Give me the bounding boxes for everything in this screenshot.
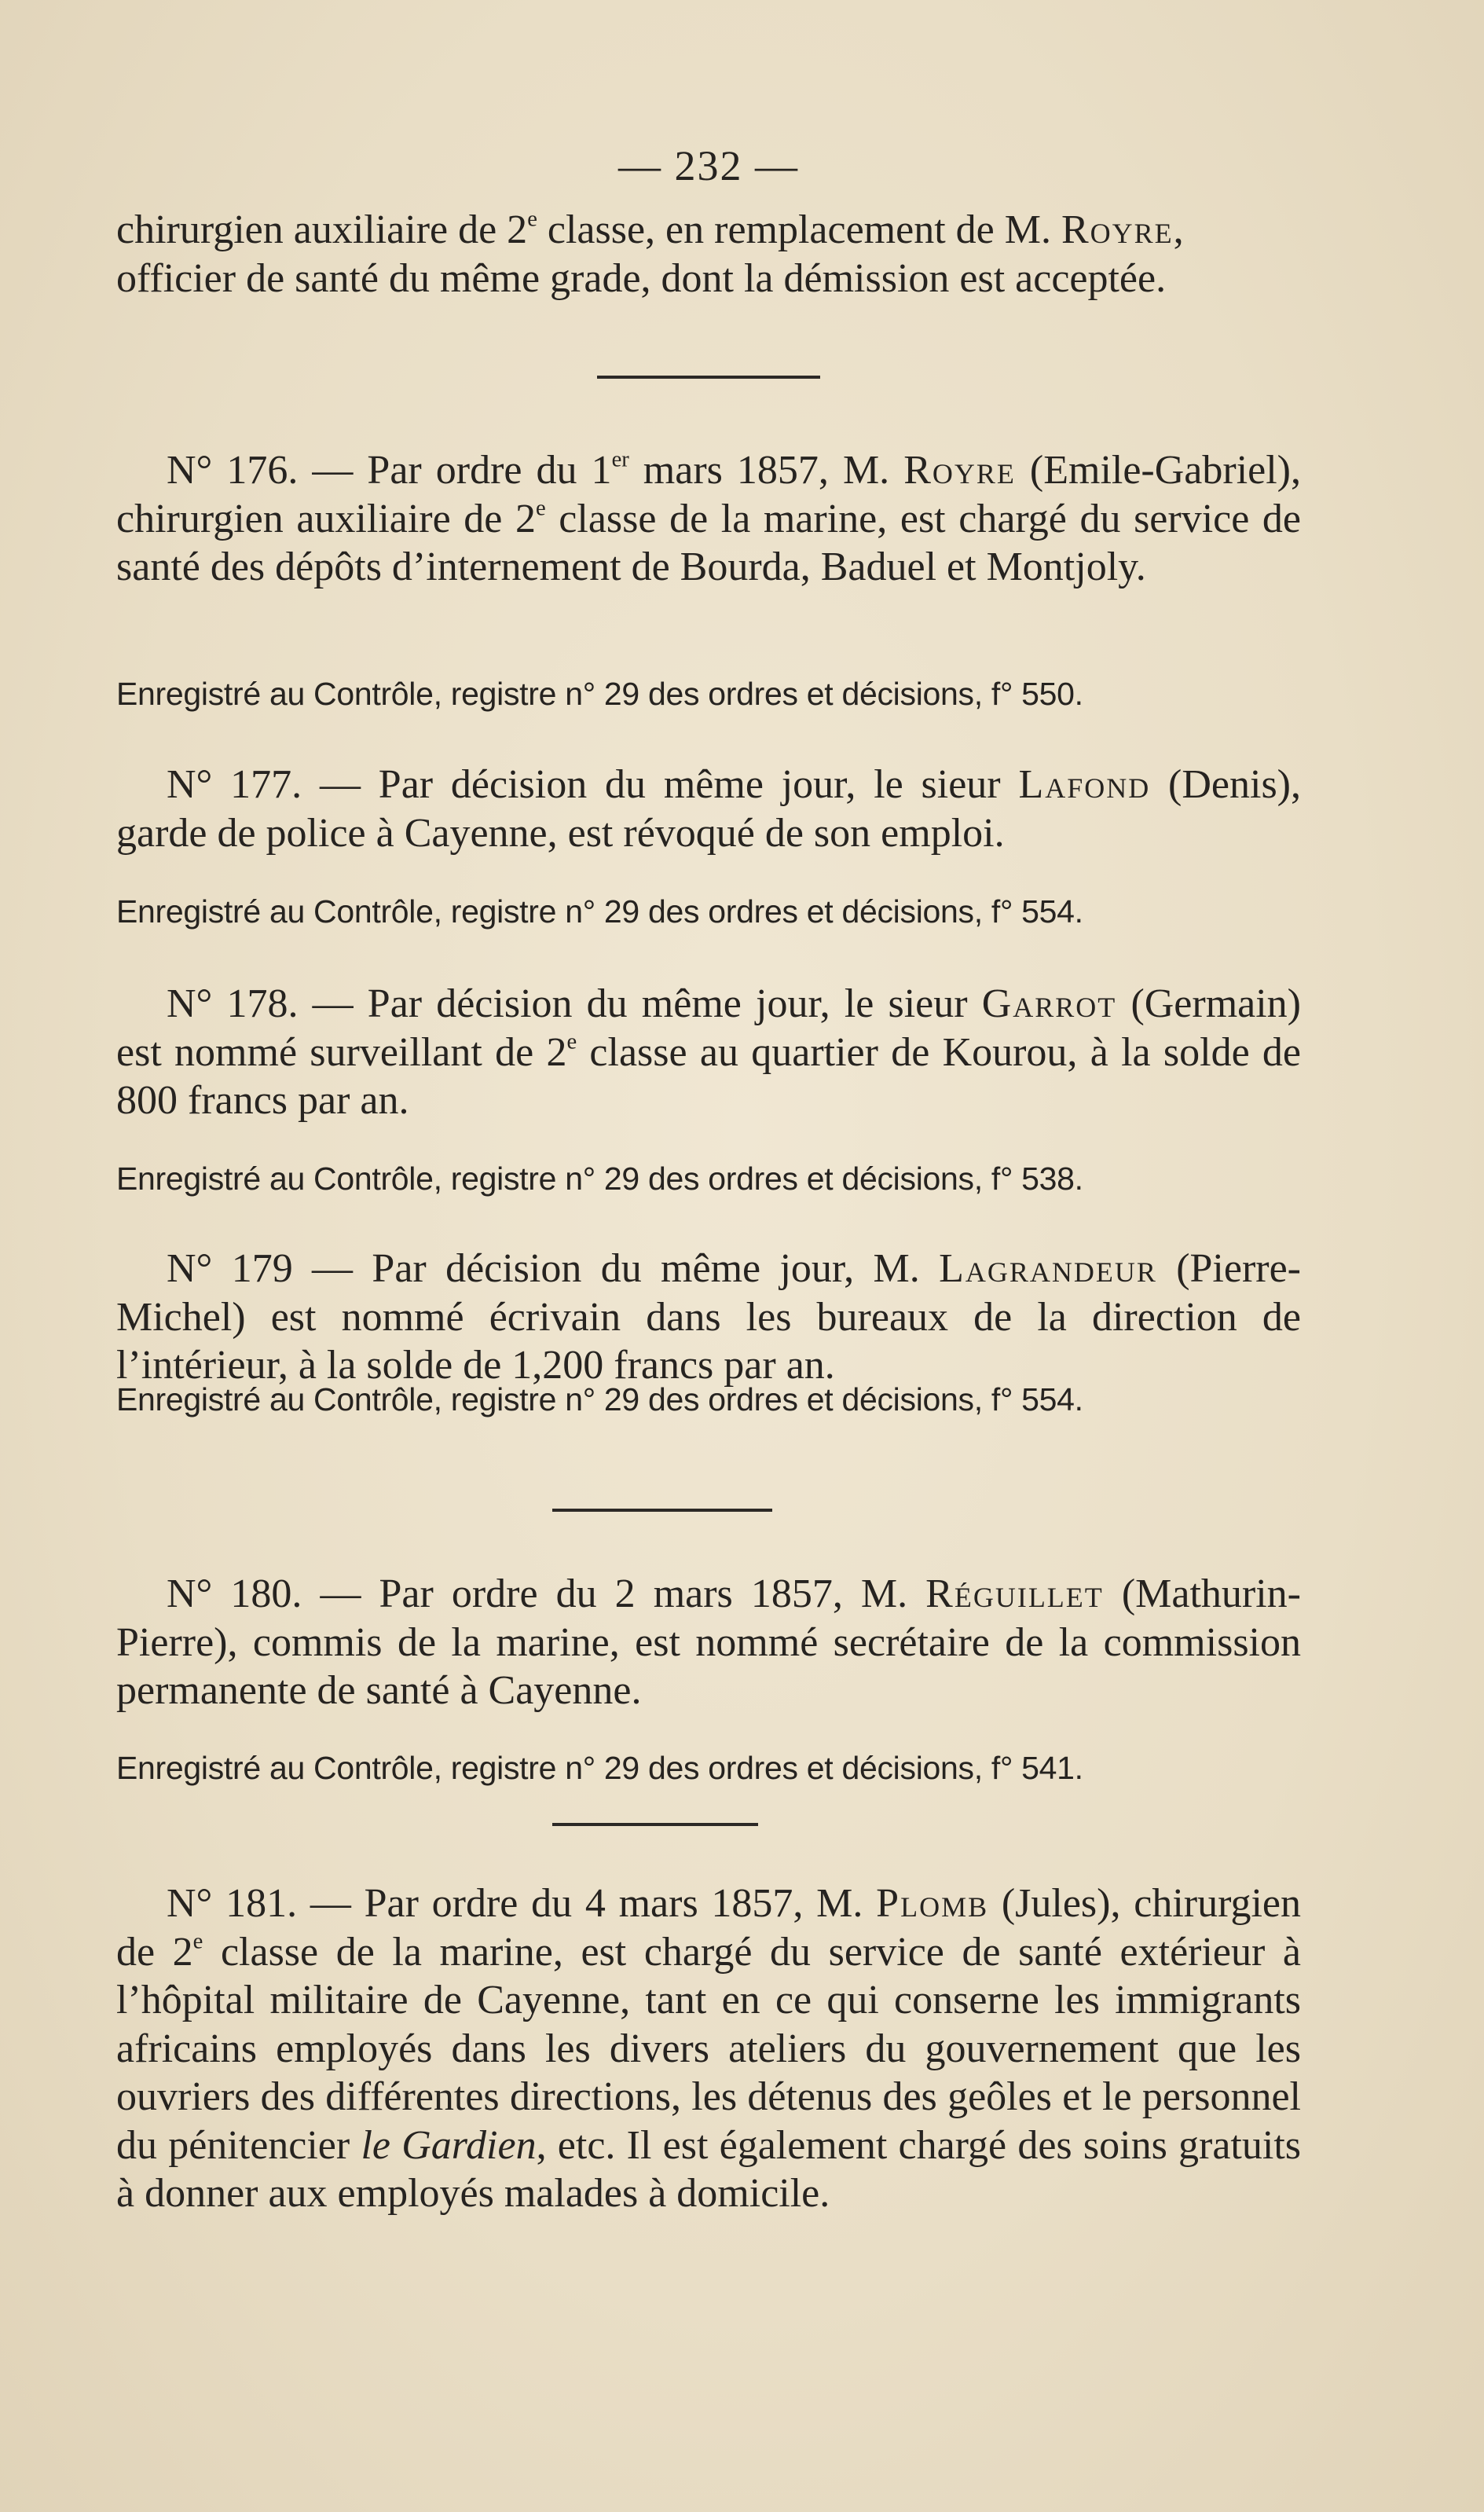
entry-text: (Emile-Gabriel), chirurgien auxiliaire de 2: [116, 448, 1301, 541]
entry-text: N° 178. — Par décision du même jour, le sieur: [167, 981, 982, 1026]
entry-176-text: [116, 446, 1301, 592]
entry-177-text: [116, 761, 1301, 857]
entry-179-text: [116, 1245, 1301, 1390]
intro-continuation: [116, 206, 1301, 303]
entry-178-registration: [116, 1159, 1301, 1198]
entry-text: (Denis), garde de police à Cayenne, est révoqué de son emploi.: [116, 762, 1301, 856]
entry-text: N° 177. — Par décision du même jour, le sieur: [167, 762, 1019, 807]
entry-text: N° 181. — Par ordre du 4 mars 1857, M.: [167, 1881, 877, 1926]
entry-177: [116, 761, 1301, 857]
superscript: e: [192, 1929, 203, 1954]
person-name: Lagrandeur: [939, 1246, 1157, 1291]
entry-181: [116, 1879, 1301, 2218]
intro-line-2: officier de santé du même grade, dont la démission est acceptée.: [116, 255, 1167, 301]
page-number: — 232 —: [618, 142, 799, 189]
entry-180-registration: [116, 1748, 1301, 1788]
registration-note: Enregistré au Contrôle, registre n° 29 des ordres et décisions, f° 554.: [116, 893, 1083, 930]
entry-text: classe de la marine, est chargé du service de santé des dépôts d’internement de Bourda, Baduel et Montjoly.: [116, 496, 1301, 589]
person-name: Royre: [1061, 207, 1174, 252]
entry-text: (Pierre-Michel) est nommé écrivain dans les bureaux de la direction de l’intérieur, à la solde de 1,200 francs par an.: [116, 1246, 1301, 1388]
entry-text: (Mathurin-Pierre), commis de la marine, est nommé secrétaire de la commission permanente de santé à Cayenne.: [116, 1571, 1301, 1713]
entry-180: [116, 1570, 1301, 1715]
italic-name: le Gardien: [361, 2122, 537, 2168]
section-divider: [552, 1823, 758, 1826]
registration-note: Enregistré au Contrôle, registre n° 29 des ordres et décisions, f° 554.: [116, 1381, 1083, 1417]
superscript: er: [611, 447, 629, 472]
person-name: Garrot: [981, 981, 1117, 1026]
section-divider: [552, 1509, 772, 1512]
entry-text: N° 176. — Par ordre du 1: [167, 448, 612, 493]
entry-text: , etc. Il est également chargé des soins gratuits à donner aux employés malades à domicile.: [116, 2122, 1301, 2216]
intro-text: ,: [1173, 207, 1184, 252]
intro-text: classe, en remplacement de M.: [537, 207, 1061, 252]
entry-text: N° 179 — Par décision du même jour, M.: [167, 1246, 940, 1291]
person-name: Réguillet: [925, 1571, 1104, 1616]
superscript: e: [527, 207, 537, 232]
entry-text: (Jules), chirurgien de 2: [116, 1881, 1301, 1975]
entry-180-text: [116, 1570, 1301, 1715]
entry-179-registration: [116, 1380, 1301, 1419]
entry-176: [116, 446, 1301, 592]
person-name: Lafond: [1018, 762, 1151, 807]
person-name: Royre: [903, 448, 1016, 493]
entry-176-registration: [116, 674, 1301, 713]
entry-181-text: [116, 1879, 1301, 2218]
entry-178: [116, 980, 1301, 1125]
entry-text: classe au quartier de Kourou, à la solde de 800 francs par an.: [116, 1029, 1302, 1123]
registration-note: Enregistré au Contrôle, registre n° 29 des ordres et décisions, f° 541.: [116, 1750, 1083, 1786]
registration-note: Enregistré au Contrôle, registre n° 29 des ordres et décisions, f° 538.: [116, 1161, 1083, 1197]
entry-178-text: [116, 980, 1301, 1125]
intro-line-1: [116, 206, 1301, 255]
person-name: Plomb: [876, 1881, 989, 1926]
superscript: e: [536, 496, 546, 521]
superscript: e: [566, 1029, 577, 1054]
intro-text: chirurgien auxiliaire de 2: [116, 207, 528, 252]
entry-179: [116, 1245, 1301, 1390]
section-divider: [597, 376, 820, 379]
entry-177-registration: [116, 892, 1301, 931]
registration-note: Enregistré au Contrôle, registre n° 29 des ordres et décisions, f° 550.: [116, 676, 1083, 712]
entry-text: N° 180. — Par ordre du 2 mars 1857, M.: [167, 1571, 926, 1616]
entry-text: classe de la marine, est chargé du service de santé extérieur à l’hôpital militaire de Cayenne, tant en ce qui conserne les immigrants africains employés dans les divers ateliers du gouvernement que les ouvriers des différentes directions, les détenus des geôles et le personnel du pénitencier: [116, 1929, 1301, 2168]
entry-text: (Germain) est nommé surveillant de 2: [116, 981, 1301, 1075]
entry-text: mars 1857, M.: [628, 448, 904, 493]
